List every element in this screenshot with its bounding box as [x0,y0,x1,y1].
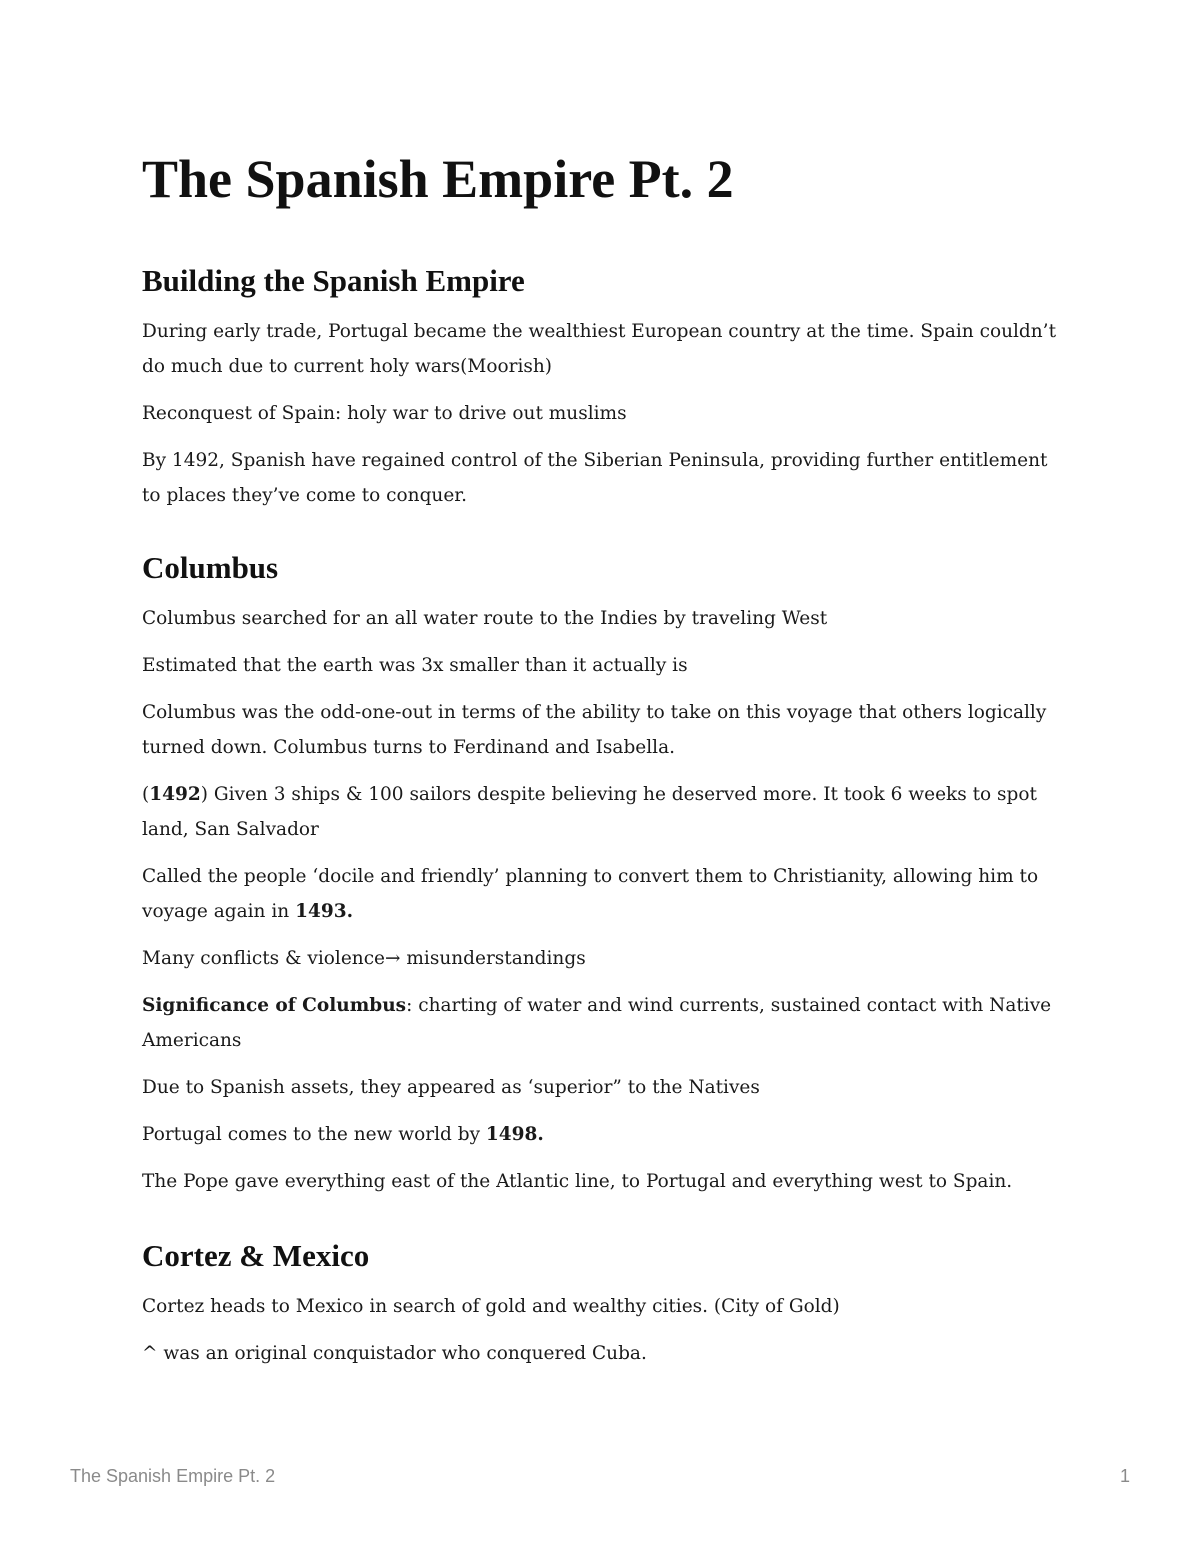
paragraph: Columbus was the odd-one-out in terms of the ability to take on this voyage that others logically turned down. Columbus turns to Ferdinand and Isabella. [142,702,1047,758]
section-building-the-spanish-empire [142,262,1062,525]
paragraph: Cortez heads to Mexico in search of gold and wealthy cities. (City of Gold) [142,1296,840,1317]
paragraph [142,988,1062,1058]
bold-term: Significance of Columbus [142,995,407,1016]
paragraph [142,777,1062,847]
section-cortez-and-mexico [142,1237,1062,1383]
paragraph: Columbus searched for an all water route to the Indies by traveling West [142,608,828,629]
footer-title: The Spanish Empire Pt. 2 [70,1466,276,1486]
page-footer [70,1466,1130,1490]
paragraph [142,1117,1062,1152]
paragraph: ^ was an original conquistador who conquered Cuba. [142,1343,647,1364]
paragraph-text: : charting of water and wind currents, sustained contact with Native Americans [142,995,1052,1051]
section-heading: Cortez & Mexico [142,1238,370,1273]
paragraph: Due to Spanish assets, they appeared as ‘superior” to the Natives [142,1077,760,1098]
bold-year: 1492 [149,784,201,805]
section-heading: Columbus [142,550,279,585]
page-title: The Spanish Empire Pt. 2 [142,149,734,209]
paragraph: Estimated that the earth was 3x smaller than it actually is [142,655,688,676]
paragraph [142,859,1062,929]
paragraph: Reconquest of Spain: holy war to drive out muslims [142,403,627,424]
section-heading: Building the Spanish Empire [142,263,525,298]
paragraph: Many conflicts & violence→ misunderstandings [142,948,586,969]
paragraph-text: Portugal comes to the new world by [142,1124,486,1145]
paragraph-text: Called the people ‘docile and friendly’ planning to convert them to Christianity, allowing him to voyage again in [142,866,1039,922]
paragraph: During early trade, Portugal became the wealthiest European country at the time. Spain couldn’t do much due to current holy wars(Moorish) [142,321,1056,377]
bold-year: 1493. [295,901,354,922]
bold-year: 1498. [485,1124,544,1145]
paragraph-text: ) Given 3 ships & 100 sailors despite believing he deserved more. It took 6 weeks to spot land, San Salvador [142,784,1037,840]
page-number: 1 [1119,1466,1130,1486]
section-columbus [142,549,1062,1211]
paragraph: The Pope gave everything east of the Atlantic line, to Portugal and everything west to Spain. [142,1171,1013,1192]
paragraph-text: ( [142,784,150,805]
paragraph: By 1492, Spanish have regained control of the Siberian Peninsula, providing further entitlement to places they’ve come to conquer. [142,450,1048,506]
